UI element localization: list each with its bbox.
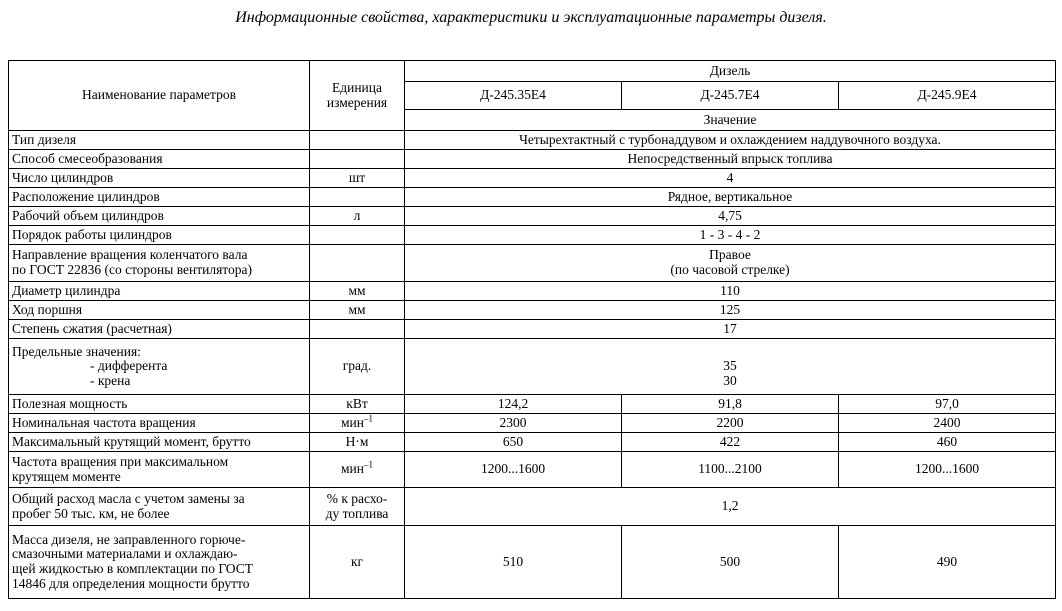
param-name: Общий расход масла с учетом замены за пробег 50 тыс. км, не более	[9, 488, 310, 526]
param-unit: Н·м	[310, 433, 405, 452]
param-value: 110	[405, 282, 1056, 301]
table-row	[9, 414, 1056, 433]
table-row	[9, 150, 1056, 169]
table-row	[9, 320, 1056, 339]
table-row	[9, 226, 1056, 245]
param-value: 650	[405, 433, 622, 452]
param-unit: кг	[310, 526, 405, 599]
table-row	[9, 131, 1056, 150]
header-diesel: Дизель	[405, 61, 1056, 82]
param-unit: шт	[310, 169, 405, 188]
param-unit: % к расхо- ду топлива	[310, 488, 405, 526]
param-value: 1200...1600	[405, 452, 622, 488]
param-value: 2400	[839, 414, 1056, 433]
param-value: Рядное, вертикальное	[405, 188, 1056, 207]
param-unit	[310, 226, 405, 245]
param-value: 1100...2100	[622, 452, 839, 488]
param-unit	[310, 245, 405, 282]
param-value: 17	[405, 320, 1056, 339]
param-unit: мм	[310, 282, 405, 301]
param-value: 1200...1600	[839, 452, 1056, 488]
header-row-diesel	[9, 61, 1056, 82]
param-name: Способ смесеобразования	[9, 150, 310, 169]
header-param-name: Наименование параметров	[9, 61, 310, 131]
header-model-3: Д-245.9Е4	[839, 82, 1056, 110]
param-unit: мин$^{-1}$	[310, 414, 405, 433]
param-value: 510	[405, 526, 622, 599]
table-row	[9, 207, 1056, 226]
table-row	[9, 245, 1056, 282]
param-name: Ход поршня	[9, 301, 310, 320]
param-value: 35 30	[405, 339, 1056, 395]
param-value: 2300	[405, 414, 622, 433]
param-value: Четырехтактный с турбонаддувом и охлаждением наддувочного воздуха.	[405, 131, 1056, 150]
param-value: 460	[839, 433, 1056, 452]
table-row	[9, 488, 1056, 526]
table-row	[9, 169, 1056, 188]
table-row	[9, 526, 1056, 599]
header-value: Значение	[405, 110, 1056, 131]
param-value: 4,75	[405, 207, 1056, 226]
param-value: 97,0	[839, 395, 1056, 414]
param-unit	[310, 150, 405, 169]
param-value: 4	[405, 169, 1056, 188]
param-unit	[310, 188, 405, 207]
header-model-2: Д-245.7Е4	[622, 82, 839, 110]
param-value: Непосредственный впрыск топлива	[405, 150, 1056, 169]
param-value: 1,2	[405, 488, 1056, 526]
param-name: Частота вращения при максимальном крутящем моменте	[9, 452, 310, 488]
table-row	[9, 301, 1056, 320]
header-unit: Единица измерения	[310, 61, 405, 131]
param-name: Рабочий объем цилиндров	[9, 207, 310, 226]
param-unit: л	[310, 207, 405, 226]
param-unit: мм	[310, 301, 405, 320]
param-unit: мин$^{-1}$	[310, 452, 405, 488]
param-unit	[310, 320, 405, 339]
table-row	[9, 339, 1056, 395]
table-row	[9, 433, 1056, 452]
param-name: Направление вращения коленчатого вала по ГОСТ 22836 (со стороны вентилятора)	[9, 245, 310, 282]
param-value: 422	[622, 433, 839, 452]
param-name: Тип дизеля	[9, 131, 310, 150]
table-row	[9, 395, 1056, 414]
param-name: Степень сжатия (расчетная)	[9, 320, 310, 339]
param-value: 2200	[622, 414, 839, 433]
table-row	[9, 282, 1056, 301]
param-name: Число цилиндров	[9, 169, 310, 188]
param-value: Правое (по часовой стрелке)	[405, 245, 1056, 282]
param-name: Диаметр цилиндра	[9, 282, 310, 301]
param-unit: кВт	[310, 395, 405, 414]
param-name: Максимальный крутящий момент, брутто	[9, 433, 310, 452]
param-value: 125	[405, 301, 1056, 320]
param-unit: град.	[310, 339, 405, 395]
param-value: 500	[622, 526, 839, 599]
diesel-parameters-table	[8, 60, 1056, 599]
param-name: Масса дизеля, не заправленного горюче- смазочными материалами и охлаждаю- щей жидкостью в комплектации по ГОСТ 14846 для определения мощности брутто	[9, 526, 310, 599]
param-name: Расположение цилиндров	[9, 188, 310, 207]
param-unit	[310, 131, 405, 150]
param-value: 1 - 3 - 4 - 2	[405, 226, 1056, 245]
param-value: 91,8	[622, 395, 839, 414]
document-title: Информационные свойства, характеристики и эксплуатационные параметры дизеля.	[235, 9, 827, 26]
param-name: Предельные значения: - дифферента - крена	[9, 339, 310, 395]
param-name: Полезная мощность	[9, 395, 310, 414]
table-row	[9, 452, 1056, 488]
param-name: Номинальная частота вращения	[9, 414, 310, 433]
param-name: Порядок работы цилиндров	[9, 226, 310, 245]
header-model-1: Д-245.35Е4	[405, 82, 622, 110]
table-row	[9, 188, 1056, 207]
param-value: 124,2	[405, 395, 622, 414]
param-value: 490	[839, 526, 1056, 599]
